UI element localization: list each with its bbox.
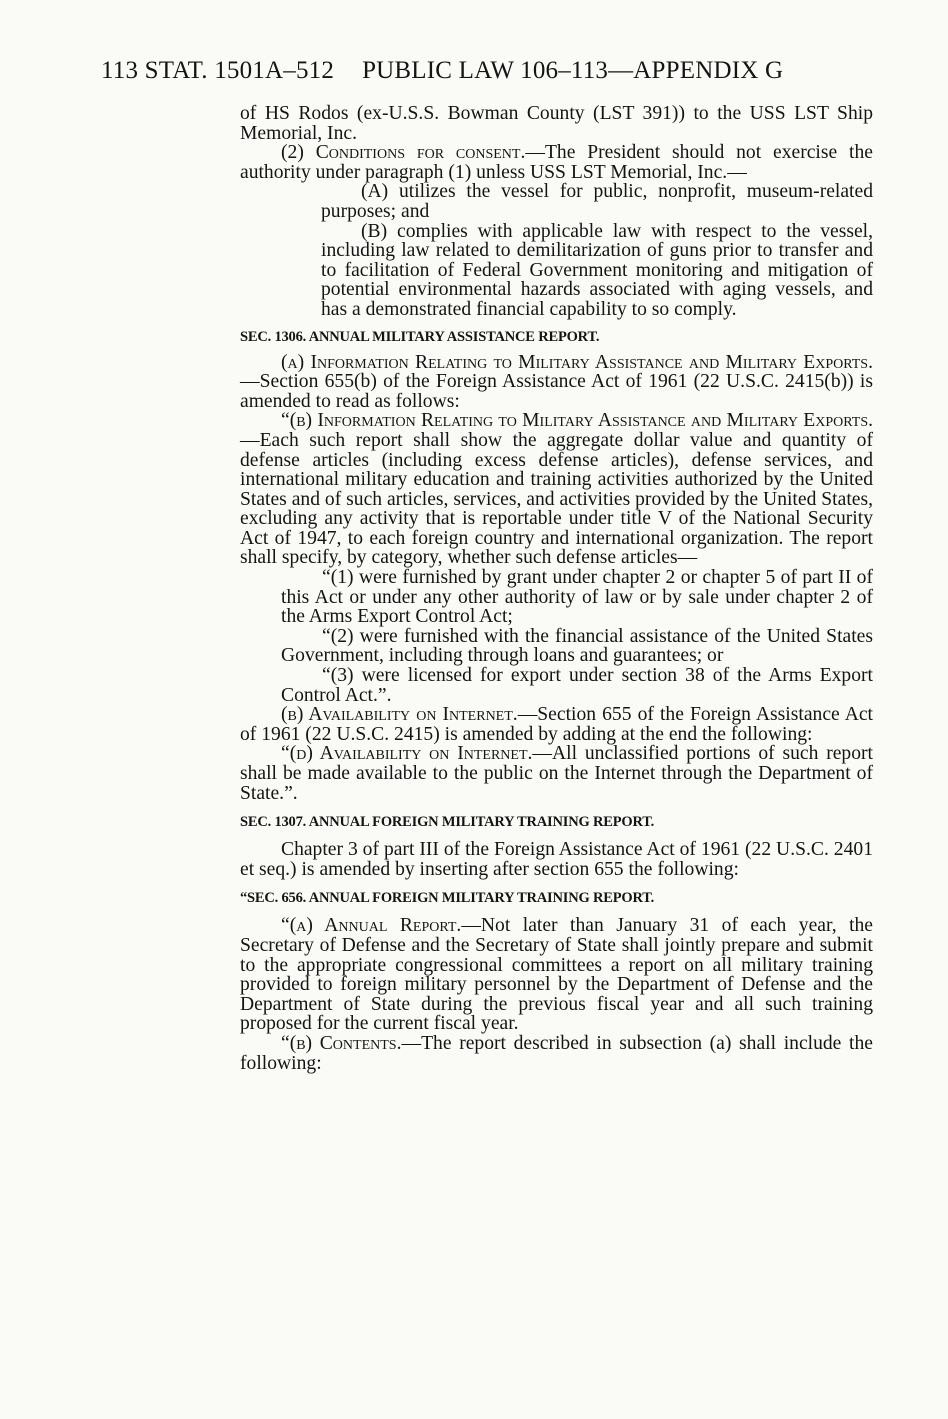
quoted-subsection-d xyxy=(240,744,873,803)
quoted-paragraph-1 xyxy=(240,568,873,627)
header-title: PUBLIC LAW 106–113—APPENDIX G xyxy=(362,57,784,84)
subsection-text: —Each such report shall show the aggregate dollar value and quantity of defense articles (including excess defense articles), defense services, and international military education and training activities authorized by the United States and of such articles, services, and activities provided by the United States, excluding any activity that is reportable under title V of the National Security Act of 1947, to each foreign country and international organization. The report shall specify, by category, whether such defense articles— xyxy=(240,429,873,569)
subsection-heading: “(a) Annual Report. xyxy=(281,915,462,937)
subparagraph-text: (A) utilizes the vessel for public, nonprofit, museum-related purposes; and xyxy=(321,181,873,222)
subparagraph-text: (B) complies with applicable law with respect to the vessel, including law related to demilitarization of guns prior to transfer and to facilitation of Federal Government monitoring and mitigation of potential environmental hazards associated with aging vessels, and has a demonstrated financial capability to so comply. xyxy=(321,220,873,320)
quoted-subsection-annual-report xyxy=(240,916,873,1034)
subparagraph-a xyxy=(240,182,873,221)
subsection-text: —Not later than January 31 of each year, the Secretary of Defense and the Secretary of State shall jointly prepare and submit to the appropriate congressional committees a report on all military training provided to foreign military personnel by the Department of Defense and the Department of State during the previous fiscal year and all such training proposed for the current fiscal year. xyxy=(240,915,874,1035)
running-header xyxy=(101,57,783,85)
subparagraph-b xyxy=(240,222,873,320)
quoted-subsection-contents xyxy=(240,1034,873,1073)
quoted-paragraph-2 xyxy=(240,627,873,666)
paragraph-text: “(2) were furnished with the financial assistance of the United States Government, including through loans and guarantees; or xyxy=(281,625,873,667)
subsection-heading: “(b) Contents. xyxy=(281,1032,402,1054)
subsection-heading: (a) Information Relating to Military Assistance and Military Exports. xyxy=(281,351,873,373)
subsection-heading: “(b) Information Relating to Military Assistance and Military Exports. xyxy=(281,410,873,432)
subsection-text: —The report described in subsection (a) shall include the following: xyxy=(240,1032,873,1074)
subsection-b xyxy=(240,705,873,744)
paragraph-text: “(1) were furnished by grant under chapter 2 or chapter 5 of part II of this Act or under any other authority of law or by sale under chapter 2 of the Arms Export Control Act; xyxy=(281,567,873,628)
paragraph-conditions-for-consent xyxy=(240,143,873,182)
paragraph-continuation: of HS Rodos (ex-U.S.S. Bowman County (LST 391)) to the USS LST Ship Memorial, Inc. xyxy=(240,103,873,144)
statute-citation: 113 STAT. 1501A–512 xyxy=(101,57,335,84)
quoted-subsection-b xyxy=(240,411,873,568)
quoted-paragraph-3 xyxy=(240,666,873,705)
section-heading-1306: SEC. 1306. ANNUAL MILITARY ASSISTANCE REPORT. xyxy=(240,328,600,345)
paragraph-heading: (2) Conditions for consent. xyxy=(281,142,526,164)
subsection-heading: (b) Availability on Internet. xyxy=(281,704,518,726)
chapter-amendment: Chapter 3 of part III of the Foreign Assistance Act of 1961 (22 U.S.C. 2401 et seq.) is amended by inserting after section 655 the following: xyxy=(240,839,873,880)
document-body xyxy=(240,104,873,1073)
subsection-text: —Section 655(b) of the Foreign Assistance Act of 1961 (22 U.S.C. 2415(b)) is amended to read as follows: xyxy=(240,371,873,412)
subsection-a xyxy=(240,353,873,412)
subsection-text: —All unclassified portions of such report shall be made available to the public on the Internet through the Department of State.”. xyxy=(240,743,873,804)
paragraph-text: —The President should not exercise the authority under paragraph (1) unless USS LST Memorial, Inc.— xyxy=(240,142,873,183)
subsection-heading: “(d) Availability on Internet. xyxy=(281,743,533,765)
section-heading-1307: SEC. 1307. ANNUAL FOREIGN MILITARY TRAINING REPORT. xyxy=(240,814,655,831)
subsection-text: —Section 655 of the Foreign Assistance Act of 1961 (22 U.S.C. 2415) is amended by adding at the end the following: xyxy=(240,704,873,745)
section-heading-656: “SEC. 656. ANNUAL FOREIGN MILITARY TRAINING REPORT. xyxy=(240,890,655,907)
paragraph-text: “(3) were licensed for export under section 38 of the Arms Export Control Act.”. xyxy=(281,665,873,706)
